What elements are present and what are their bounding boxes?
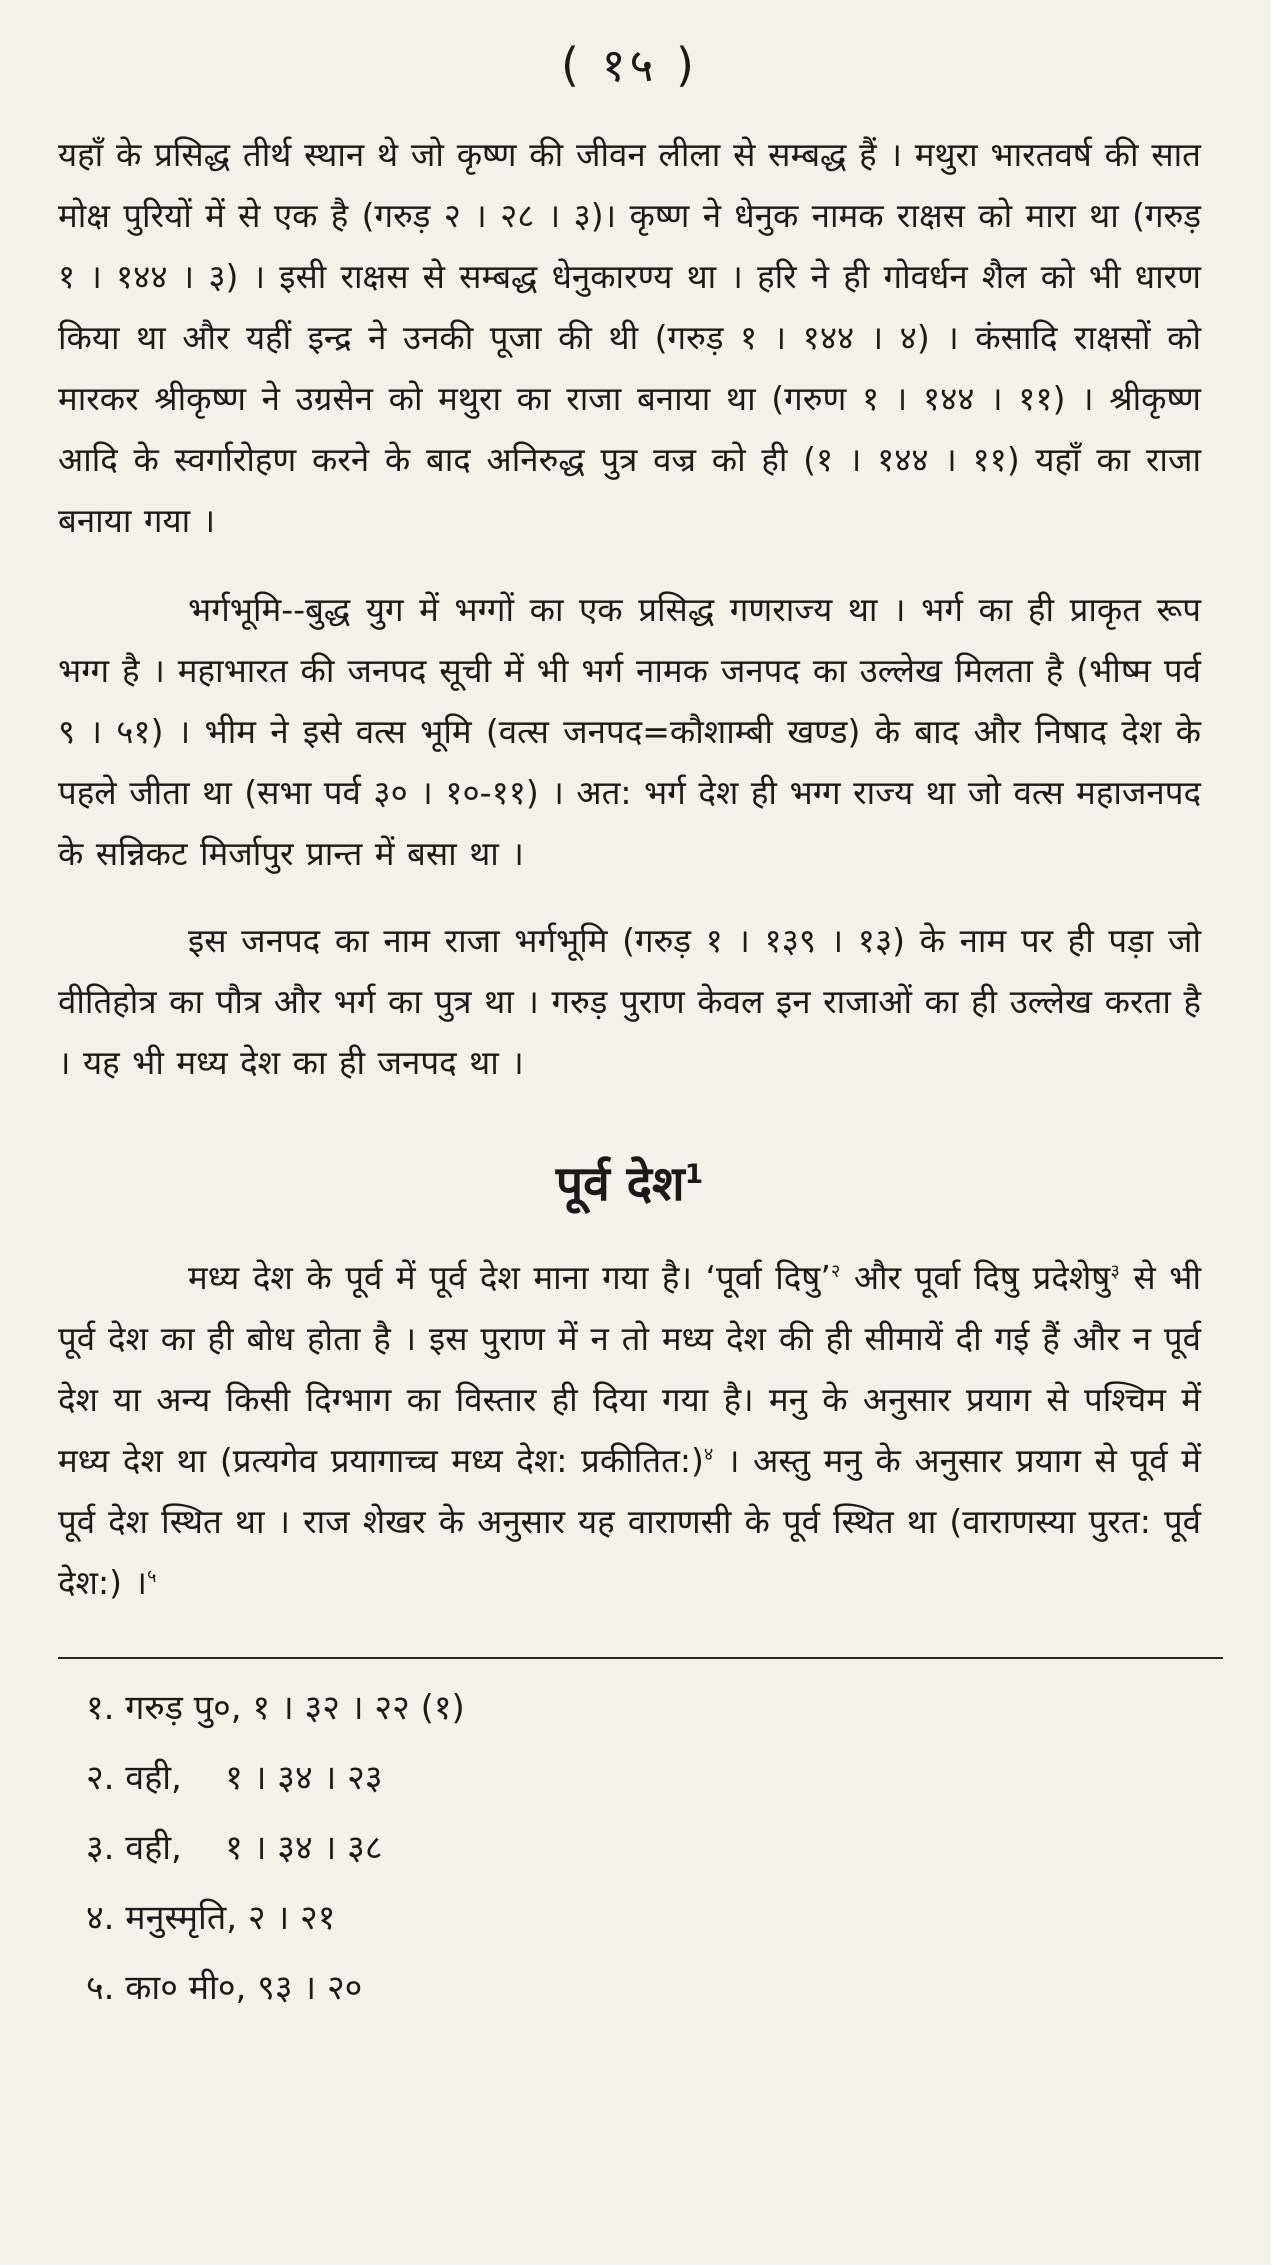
footnote-divider bbox=[58, 1657, 1223, 1659]
footnote-2: २. वही, १ । ३४ । २३ bbox=[86, 1758, 383, 1798]
footnote-marker-4: ४ bbox=[703, 1444, 714, 1465]
paragraph-mathura: यहाँ के प्रसिद्ध तीर्थ स्थान थे जो कृष्ण की जीवन लीला से सम्बद्ध हैं । मथुरा भारतवर्ष की सात मोक्ष पुरियों में से एक है (गरुड़ २ । २८ । ३)। कृष्ण ने धेनुक नामक राक्षस को मारा था (गरुड़ १ । १४४ । ३) । इसी राक्षस से सम्बद्ध धेनुकारण्य था । हरि ने ही गोवर्धन शैल को भी धारण किया था और यहीं इन्द्र ने उनकी पूजा की थी (गरुड़ १ । १४४ । ४) । कंसादि राक्षसों को मारकर श्रीकृष्ण ने उग्रसेन को मथुरा का राजा बनाया था (गरुण १ । १४४ । ११) । श्रीकृष्ण आदि के स्वर्गारोहण करने के बाद अनिरुद्ध पुत्र वज्र को ही (१ । १४४ । ११) यहाँ का राजा बनाया गया । bbox=[58, 135, 1201, 540]
page-number: ( १५ ) bbox=[561, 38, 698, 92]
footnote-3: ३. वही, १ । ३४ । ३८ bbox=[86, 1828, 383, 1868]
paragraph-purva-desh bbox=[58, 1247, 1201, 1613]
p4-segment-4: । अस्तु मनु के अनुसार प्रयाग से पूर्व में पूर्व देश स्थित था । राज शेखर के अनुसार यह वाराणसी के पूर्व स्थित था (वाराणस्या पुरत: पूर्व देश:) । bbox=[58, 1441, 1201, 1602]
footnote-marker-2: २ bbox=[830, 1261, 841, 1282]
section-heading bbox=[58, 1149, 1201, 1219]
p4-segment-3: से भी पूर्व देश का ही बोध होता है । इस पुराण में न तो मध्य देश की ही सीमायें दी गई हैं और न पूर्व देश या अन्य किसी दिग्भाग का विस्तार ही दिया गया है। मनु के अनुसार प्रयाग से पश्चिम में मध्य देश था (प्रत्यगेव प्रयागाच्च मध्य देश: प्रकीतित:) bbox=[58, 1258, 1202, 1480]
paragraph-bhargabhumi: भर्गभूमि--बुद्ध युग में भग्गों का एक प्रसिद्ध गणराज्य था । भर्ग का ही प्राकृत रूप भग्ग है । महाभारत की जनपद सूची में भी भर्ग नामक जनपद का उल्लेख मिलता है (भीष्म पर्व ९ । ५१) । भीम ने इसे वत्स भूमि (वत्स जनपद=कौशाम्बी खण्ड) के बाद और निषाद देश के पहले जीता था (सभा पर्व ३० । १०-११) । अत: भर्ग देश ही भग्ग राज्य था जो वत्स महाजनपद के सन्निकट मिर्जापुर प्रान्त में बसा था । bbox=[58, 590, 1201, 873]
footnote-5: ५. का० मी०, ९३ । २० bbox=[86, 1968, 363, 2008]
footnote-list bbox=[86, 1673, 1201, 2023]
heading-footnote-marker: 1 bbox=[684, 1159, 704, 1190]
p4-segment-2: और पूर्वा दिषु प्रदेशेषु bbox=[840, 1258, 1111, 1297]
footnote-1: १. गरुड़ पु०, १ । ३२ । २२ (१) bbox=[86, 1688, 465, 1728]
body-text bbox=[58, 124, 1201, 1093]
section-body-text bbox=[58, 1247, 1201, 1613]
footnote-marker-5: ५ bbox=[146, 1566, 157, 1587]
section-heading-text: पूर्व देश bbox=[555, 1156, 685, 1212]
p4-segment-1: मध्य देश के पूर्व में पूर्व देश माना गया है। ‘पूर्वा दिषु’ bbox=[188, 1258, 831, 1297]
footnote-marker-3: ३ bbox=[1110, 1261, 1120, 1282]
footnote-4: ४. मनुस्मृति, २ । २१ bbox=[86, 1898, 336, 1938]
paragraph-janapada-name: इस जनपद का नाम राजा भर्गभूमि (गरुड़ १ । १३९ । १३) के नाम पर ही पड़ा जो वीतिहोत्र का पौत्र और भर्ग का पुत्र था । गरुड़ पुराण केवल इन राजाओं का ही उल्लेख करता है । यह भी मध्य देश का ही जनपद था । bbox=[58, 921, 1201, 1082]
